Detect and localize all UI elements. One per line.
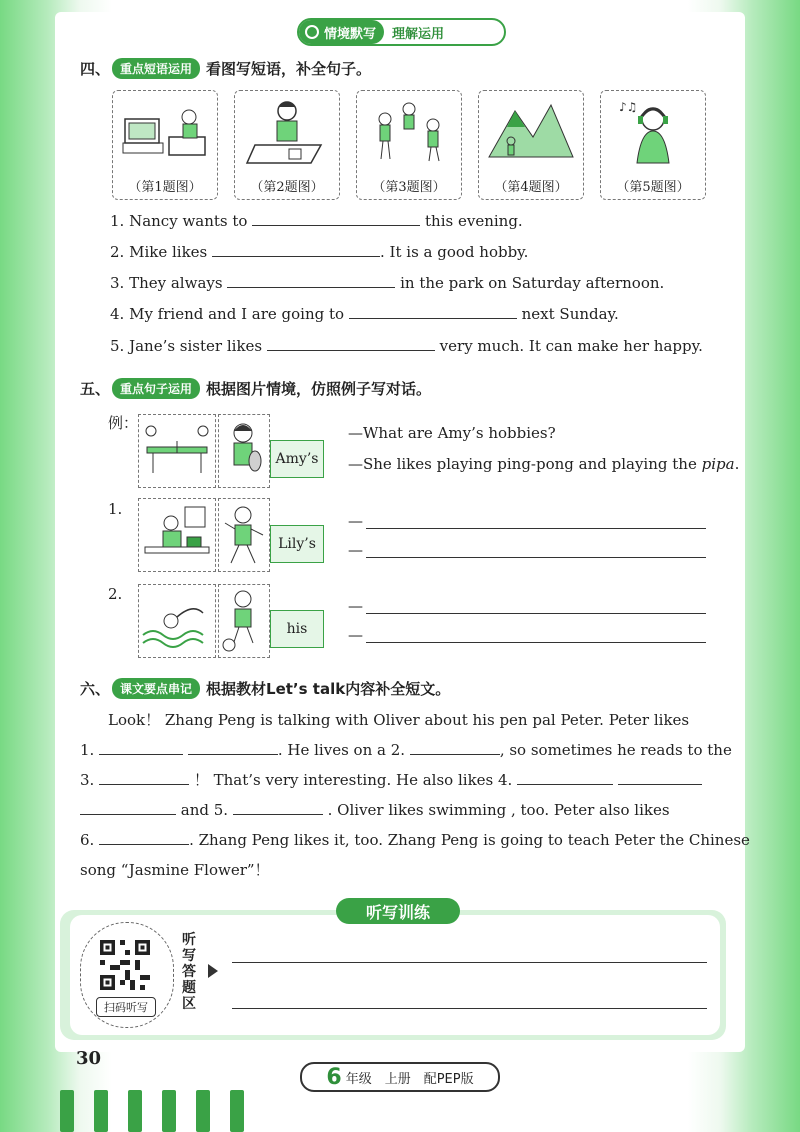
blank-1b[interactable] <box>188 740 278 755</box>
girl-pipa-illustration <box>221 417 267 485</box>
drawing-boy-illustration <box>241 97 333 169</box>
para-row-4: and 5. . Oliver likes swimming , too. Peter also likes <box>80 795 710 825</box>
example-answer: —She likes playing ping-pong and playing the pipa. <box>348 455 740 473</box>
grade-number: 6 <box>326 1064 342 1090</box>
q1-line-2: — <box>348 541 363 559</box>
q2-pic-swimming <box>138 584 216 658</box>
footer-badge <box>300 1062 500 1092</box>
s4-item-1: 1. Nancy wants to this evening. <box>110 212 523 230</box>
section5-instruction: 根据图片情境，仿照例子写对话。 <box>206 380 432 398</box>
s4-item-4-blank[interactable] <box>349 304 517 319</box>
section4-number: 四、 <box>80 60 111 78</box>
section4-instruction: 看图写短语，补全句子。 <box>206 60 372 78</box>
section4-title <box>80 58 371 79</box>
picture-4 <box>478 90 584 200</box>
header-badge-left <box>299 20 384 44</box>
q2-line-2: — <box>348 626 363 644</box>
q2-name-box: his <box>270 610 324 648</box>
blank-4b[interactable] <box>618 770 702 785</box>
girl-reading-illustration <box>141 501 213 569</box>
picture-5-caption: （第5题图） <box>616 180 690 195</box>
para-row-6: song “Jasmine Flower”！ <box>80 861 270 879</box>
q1-answer-line-2[interactable] <box>366 557 706 558</box>
picture-4-caption: （第4题图） <box>494 180 568 195</box>
s4-item-1-blank[interactable] <box>252 211 420 226</box>
q2-answer-line-2[interactable] <box>366 642 706 643</box>
qr-code-icon[interactable] <box>100 940 150 990</box>
listening-title: 听写训练 <box>336 898 460 924</box>
para-row-5: 6. . Zhang Peng likes it, too. Zhang Peng is going to teach Peter the Chinese <box>80 831 750 849</box>
picture-1-caption: （第1题图） <box>128 180 202 195</box>
headphone-icon <box>305 25 319 39</box>
q1-answer-line-1[interactable] <box>366 528 706 529</box>
blank-2[interactable] <box>410 740 500 755</box>
header-right-text: 理解运用 <box>392 26 445 42</box>
ping-pong-illustration <box>141 417 213 485</box>
q1-line-1: — <box>348 512 363 530</box>
scan-to-listen-button[interactable]: 扫码听写 <box>96 997 156 1017</box>
blank-4c[interactable] <box>80 800 176 815</box>
picture-3-caption: （第3题图） <box>372 180 446 195</box>
example-pic-pingpong <box>138 414 216 488</box>
q2-pic-boy <box>218 584 270 658</box>
s4-item-4: 4. My friend and I are going to next Sunday. <box>110 305 619 323</box>
blank-3[interactable] <box>99 770 189 785</box>
section6-title <box>80 678 450 699</box>
q1-name-box: Lily’s <box>270 525 324 563</box>
s4-item-2-blank[interactable] <box>212 242 380 257</box>
picture-1 <box>112 90 218 200</box>
svg-text:♪♫: ♪♫ <box>619 100 638 114</box>
para-row-3: 3. ！ That’s very interesting. He also likes 4. <box>80 765 710 795</box>
picture-5 <box>600 90 706 200</box>
q1-pic-lily <box>218 498 270 572</box>
kids-playing-illustration <box>363 97 455 169</box>
blank-5[interactable] <box>233 800 323 815</box>
picture-3 <box>356 90 462 200</box>
bottom-decoration <box>60 1090 740 1132</box>
girl-dancing-illustration <box>221 501 267 569</box>
example-label: 例： <box>108 414 139 432</box>
tv-watching-illustration <box>119 97 211 169</box>
listening-line-1[interactable] <box>232 962 707 963</box>
section5-number: 五、 <box>80 380 111 398</box>
blank-6[interactable] <box>99 830 189 845</box>
header-left-text: 情境默写 <box>324 26 377 42</box>
section5-tag: 重点句子运用 <box>112 378 200 399</box>
s4-item-5: 5. Jane’s sister likes very much. It can make her happy. <box>110 337 703 355</box>
header-badge <box>297 18 506 46</box>
answer-area-label: 听写答题区 <box>182 932 196 1012</box>
q2-label: 2. <box>108 585 123 603</box>
para-row-2: 1. . He lives on a 2. , so sometimes he reads to the <box>80 741 732 759</box>
s4-item-3-blank[interactable] <box>227 273 395 288</box>
q1-pic-reading <box>138 498 216 572</box>
para-row-1: Look！ Zhang Peng is talking with Oliver about his pen pal Peter. Peter likes <box>108 711 690 729</box>
page-number: 30 <box>76 1048 102 1069</box>
section6-tag: 课文要点串记 <box>112 678 200 699</box>
example-question: —What are Amy’s hobbies? <box>348 424 556 442</box>
listening-line-2[interactable] <box>232 1008 707 1009</box>
picture-2-caption: （第2题图） <box>250 180 324 195</box>
q2-answer-line-1[interactable] <box>366 613 706 614</box>
section6-paragraph <box>80 705 750 885</box>
hiking-mountain-illustration <box>485 97 577 169</box>
s4-item-3: 3. They always in the park on Saturday afternoon. <box>110 274 665 292</box>
s4-item-2: 2. Mike likes . It is a good hobby. <box>110 243 529 261</box>
picture-2 <box>234 90 340 200</box>
example-name-box: Amy’s <box>270 440 324 478</box>
section5-title <box>80 378 431 399</box>
section4-tag: 重点短语运用 <box>112 58 200 79</box>
swimming-illustration <box>141 587 213 655</box>
section6-number: 六、 <box>80 680 111 698</box>
section6-instruction: 根据教材Let’s talk内容补全短文。 <box>206 680 451 698</box>
girl-listening-music-illustration <box>607 97 699 169</box>
blank-1a[interactable] <box>99 740 183 755</box>
s4-item-5-blank[interactable] <box>267 336 435 351</box>
blank-4a[interactable] <box>517 770 613 785</box>
boy-football-illustration <box>221 587 267 655</box>
q1-label: 1. <box>108 500 123 518</box>
grade-text: 年级 上册 配PEP版 <box>345 1071 474 1087</box>
example-pic-amy <box>218 414 270 488</box>
arrow-right-icon <box>208 964 218 978</box>
q2-line-1: — <box>348 597 363 615</box>
